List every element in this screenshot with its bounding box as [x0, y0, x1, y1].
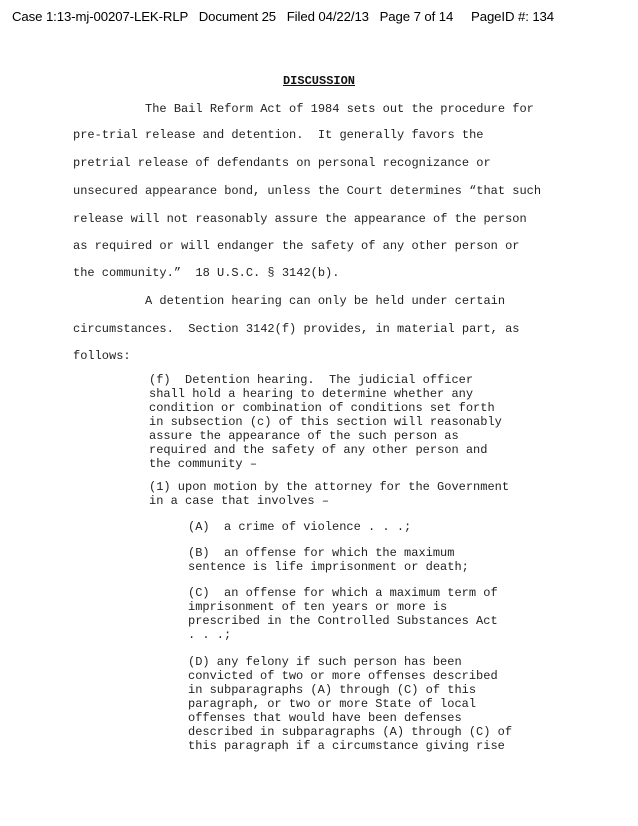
- body-line: follows:: [73, 349, 131, 363]
- subparagraph-line: . . .;: [188, 628, 232, 642]
- quote-line: assure the appearance of the such person as: [149, 429, 459, 443]
- body-line: A detention hearing can only be held under certain: [73, 294, 506, 308]
- subparagraph-c: [188, 586, 498, 642]
- subparagraph-line: (D) any felony if such person has been: [188, 655, 462, 669]
- quote-line: condition or combination of conditions set forth: [149, 401, 495, 415]
- quote-line: shall hold a hearing to determine whether any: [149, 387, 474, 401]
- subparagraph-line: (B) an offense for which the maximum: [188, 546, 455, 560]
- body-line: unsecured appearance bond, unless the Court determines “that such: [73, 184, 542, 198]
- quote-line: the community –: [149, 457, 258, 471]
- statute-quote-f: [149, 373, 502, 471]
- subparagraph-a: [188, 520, 411, 534]
- body-line: the community.” 18 U.S.C. § 3142(b).: [73, 266, 340, 280]
- subparagraph-line: this paragraph if a circumstance giving rise: [188, 739, 505, 753]
- subparagraph-line: sentence is life imprisonment or death;: [188, 560, 469, 574]
- subparagraph-line: convicted of two or more offenses described: [188, 669, 498, 683]
- statute-quote-1: [149, 480, 509, 508]
- subparagraph-b: [188, 546, 469, 574]
- subparagraph-line: (C) an offense for which a maximum term of: [188, 586, 498, 600]
- body-line: as required or will endanger the safety of any other person or: [73, 239, 520, 253]
- subparagraph-line: offenses that would have been defenses: [188, 711, 462, 725]
- subparagraph-line: prescribed in the Controlled Substances Act: [188, 614, 498, 628]
- case-header: Case 1:13-mj-00207-LEK-RLP Document 25 Filed 04/22/13 Page 7 of 14 PageID #: 134: [12, 9, 555, 24]
- body-line: pretrial release of defendants on personal recognizance or: [73, 156, 491, 170]
- subparagraph-line: in subparagraphs (A) through (C) of this: [188, 683, 477, 697]
- body-line: The Bail Reform Act of 1984 sets out the procedure for: [73, 102, 534, 116]
- quote-line: (1) upon motion by the attorney for the Government: [149, 480, 510, 494]
- quote-line: in a case that involves –: [149, 494, 330, 508]
- quote-line: in subsection (c) of this section will reasonably: [149, 415, 502, 429]
- quote-line: required and the safety of any other person and: [149, 443, 488, 457]
- subparagraph-line: described in subparagraphs (A) through (C) of: [188, 725, 513, 739]
- section-title: DISCUSSION: [282, 74, 355, 88]
- subparagraph-d: [188, 655, 512, 753]
- body-line: circumstances. Section 3142(f) provides, in material part, as: [73, 322, 520, 336]
- subparagraph-line: imprisonment of ten years or more is: [188, 600, 448, 614]
- body-line: release will not reasonably assure the appearance of the person: [73, 212, 527, 226]
- subparagraph-line: (A) a crime of violence . . .;: [188, 520, 412, 534]
- subparagraph-line: paragraph, or two or more State of local: [188, 697, 477, 711]
- quote-line: (f) Detention hearing. The judicial officer: [149, 373, 474, 387]
- body-line: pre-trial release and detention. It generally favors the: [73, 128, 484, 142]
